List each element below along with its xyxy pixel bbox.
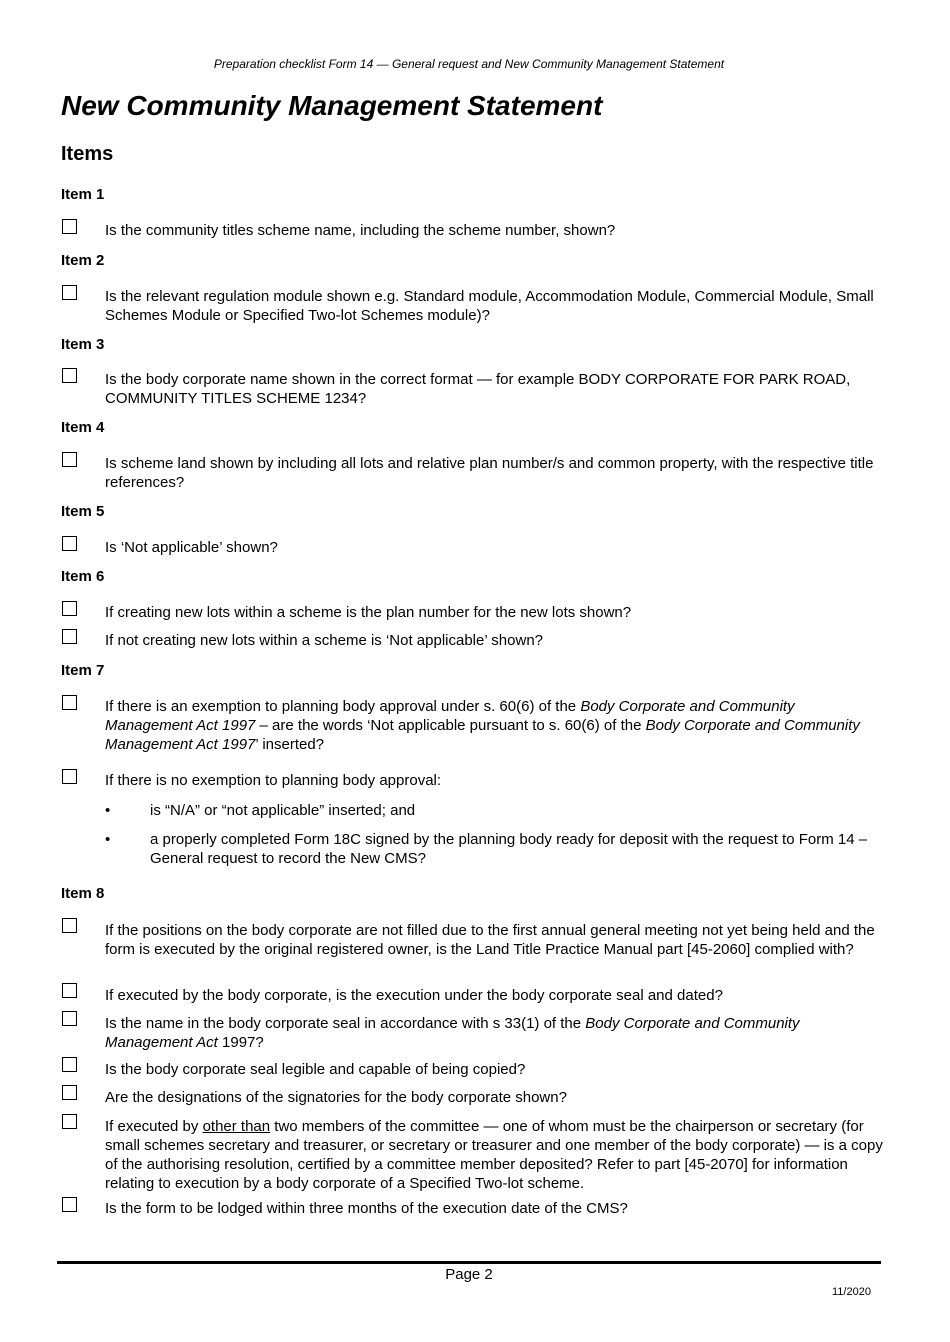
- item-3-label: Item 3: [61, 336, 105, 353]
- section-heading: Items: [61, 143, 114, 165]
- item-1-question-1: Is the community titles scheme name, including the scheme number, shown?: [105, 222, 616, 239]
- item-3-checkbox-1[interactable]: [62, 368, 77, 383]
- item-2-label: Item 2: [61, 252, 105, 269]
- item-8-checkbox-2[interactable]: [62, 983, 77, 998]
- item-1-label: Item 1: [61, 186, 105, 203]
- item-4-question-1: Is scheme land shown by including all lots and relative plan number/s and common property, with the respective title references?: [105, 455, 874, 491]
- item-8-question-7: Is the form to be lodged within three months of the execution date of the CMS?: [105, 1200, 628, 1217]
- page-number: Page 2: [445, 1266, 493, 1283]
- item-8-checkbox-6[interactable]: [62, 1114, 77, 1129]
- item-6-checkbox-2[interactable]: [62, 629, 77, 644]
- running-header: Preparation checklist Form 14 — General request and New Community Management Statement: [213, 57, 725, 71]
- item-7-bullet-1: is “N/A” or “not applicable” inserted; and: [150, 802, 416, 819]
- item-8-question-2: If executed by the body corporate, is the execution under the body corporate seal and dated?: [105, 987, 723, 1004]
- item-7-checkbox-1[interactable]: [62, 695, 77, 710]
- footer-divider: [57, 1261, 881, 1264]
- item-2-question-1: Is the relevant regulation module shown e.g. Standard module, Accommodation Module, Commercial Module, Small Schemes Module or Specified Two-lot Schemes module)?: [105, 288, 874, 324]
- item-8-question-3: Is the name in the body corporate seal in accordance with s 33(1) of the Body Corporate and Community Management Act 1997?: [105, 1015, 800, 1051]
- item-7-label: Item 7: [61, 662, 105, 679]
- page-title: New Community Management Statement: [61, 90, 603, 121]
- item-4-checkbox-1[interactable]: [62, 452, 77, 467]
- item-6-label: Item 6: [61, 568, 105, 585]
- item-8-question-4: Is the body corporate seal legible and capable of being copied?: [105, 1061, 526, 1078]
- item-6-checkbox-1[interactable]: [62, 601, 77, 616]
- item-2-checkbox-1[interactable]: [62, 285, 77, 300]
- item-8-checkbox-3[interactable]: [62, 1011, 77, 1026]
- item-7-bullet-2: a properly completed Form 18C signed by the planning body ready for deposit with the request to Form 14 – General request to record the New CMS?: [150, 831, 868, 867]
- item-8-question-1: If the positions on the body corporate are not filled due to the first annual general meeting not yet being held and the form is executed by the original registered owner, is the Land Title Practice Manual part [45-2060] complied with?: [105, 922, 875, 958]
- item-8-checkbox-1[interactable]: [62, 918, 77, 933]
- item-3-question-1: Is the body corporate name shown in the correct format — for example BODY CORPORATE FOR PARK ROAD, COMMUNITY TITLES SCHEME 1234?: [105, 371, 851, 407]
- item-4-label: Item 4: [61, 419, 105, 436]
- item-5-label: Item 5: [61, 503, 105, 520]
- item-7-question-1: If there is an exemption to planning body approval under s. 60(6) of the Body Corporate and Community Management Act 1997 – are the words ‘Not applicable pursuant to s. 60(6) of the Body Corporate and Community Management Act 1997’ inserted?: [105, 698, 860, 753]
- item-1-checkbox-1[interactable]: [62, 219, 77, 234]
- item-7-checkbox-2[interactable]: [62, 769, 77, 784]
- bullet-icon: •: [105, 831, 111, 848]
- item-7-question-2: If there is no exemption to planning body approval:: [105, 772, 442, 789]
- bullet-icon: •: [105, 802, 111, 819]
- item-5-checkbox-1[interactable]: [62, 536, 77, 551]
- item-8-checkbox-7[interactable]: [62, 1197, 77, 1212]
- item-6-question-2: If not creating new lots within a scheme is ‘Not applicable’ shown?: [105, 632, 544, 649]
- item-8-checkbox-4[interactable]: [62, 1057, 77, 1072]
- revision-date: 11/2020: [832, 1286, 871, 1298]
- item-8-question-5: Are the designations of the signatories for the body corporate shown?: [105, 1089, 567, 1106]
- item-8-checkbox-5[interactable]: [62, 1085, 77, 1100]
- item-8-question-6: If executed by other than two members of the committee — one of whom must be the chairperson or secretary (for small schemes secretary and treasurer, or secretary or treasurer and one member of the body corporate) — is a copy of the authorising resolution, certified by a committee member deposited? Refer to part [45-2070] for information relating to execution by a body corporate of a Specified Two-lot scheme.: [105, 1118, 883, 1192]
- item-8-label: Item 8: [61, 885, 105, 902]
- item-5-question-1: Is ‘Not applicable’ shown?: [105, 539, 278, 556]
- item-6-question-1: If creating new lots within a scheme is the plan number for the new lots shown?: [105, 604, 632, 621]
